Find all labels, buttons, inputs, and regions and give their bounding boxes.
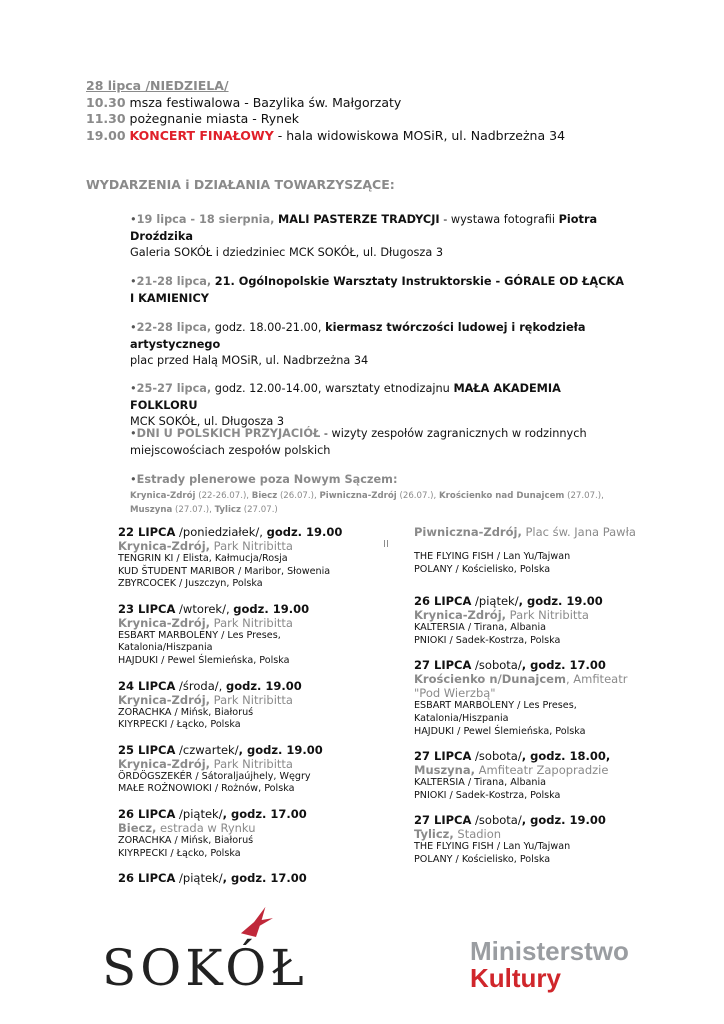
entry-performer: KALTERSIA / Tirana, Albania bbox=[414, 777, 547, 789]
entry-header bbox=[118, 871, 353, 885]
entry-weekday: /poniedziałek/, bbox=[175, 525, 267, 539]
bullet-icon: • bbox=[130, 427, 137, 440]
stage-place: Tylicz bbox=[214, 504, 241, 515]
stage-dates: (27.07.), bbox=[567, 490, 604, 501]
entry-performer: THE FLYING FISH / Lan Yu/Tajwan bbox=[414, 551, 571, 562]
entry-performer: KALTERSIA / Tirana, Albania bbox=[414, 622, 547, 634]
entry-performer: POLANY / Kościelisko, Polska bbox=[414, 853, 551, 865]
side-event-outdoor-stages bbox=[130, 472, 630, 517]
entry-location bbox=[414, 763, 649, 777]
entry-time: godz. 19.00 bbox=[225, 678, 302, 693]
item-time: 19.00 bbox=[86, 127, 126, 143]
entry-performer: KIYRPECKI / Łącko, Polska bbox=[118, 719, 241, 731]
entry-weekday: /czwartek/ bbox=[175, 742, 239, 757]
event-text: - wizyty zespołów zagranicznych w rodzinnych miejscowościach zespołów polskich bbox=[130, 427, 587, 457]
entry-location bbox=[118, 616, 353, 630]
schedule-entry bbox=[414, 749, 649, 802]
entry-date: 27 LIPCA bbox=[414, 658, 472, 673]
final-concert-label: KONCERT FINAŁOWY bbox=[129, 127, 274, 143]
entry-place: Biecz, bbox=[118, 820, 157, 835]
entry-date: 24 LIPCA bbox=[118, 678, 176, 693]
entry-place: Krynica-Zdrój, bbox=[118, 756, 211, 771]
stage-place: Biecz bbox=[251, 490, 278, 501]
entry-date: 23 LIPCA bbox=[118, 601, 176, 616]
final-day-item bbox=[86, 128, 565, 145]
final-day-item bbox=[86, 111, 565, 128]
event-place: MCK SOKÓŁ, ul. Długosza 3 bbox=[130, 415, 285, 428]
event-title: MAŁA AKADEMIA FOLKLORU bbox=[130, 382, 561, 412]
entry-venue: Amfiteatr Zapopradzie bbox=[474, 763, 609, 778]
entry-venue: Plac św. Jana Pawła bbox=[521, 525, 636, 539]
entry-location bbox=[414, 608, 649, 622]
entry-time: , godz. 18.00, bbox=[521, 749, 611, 764]
entry-performer: PNIOKI / Sadek-Kostrza, Polska bbox=[414, 634, 561, 646]
entry-header bbox=[118, 602, 353, 616]
entry-place: Krynica-Zdrój, bbox=[118, 692, 211, 707]
entry-date: 22 LIPCA bbox=[118, 525, 176, 539]
schedule-right-column bbox=[414, 525, 649, 878]
entry-time: , godz. 17.00 bbox=[222, 871, 307, 886]
entry-weekday: /sobota/ bbox=[471, 749, 522, 764]
schedule-entry bbox=[118, 871, 353, 885]
stage-dates: (27.07.), bbox=[175, 504, 212, 515]
entry-place: Piwniczna-Zdrój, bbox=[414, 525, 522, 539]
stage-place: Piwniczna-Zdrój bbox=[319, 490, 397, 501]
stage-place: Muszyna bbox=[130, 504, 173, 515]
entry-header bbox=[118, 679, 353, 693]
entry-venue: Park Nitribitta bbox=[506, 608, 589, 623]
entry-header bbox=[414, 813, 649, 827]
event-date: 21-28 lipca, bbox=[136, 275, 212, 288]
entry-performer: THE FLYING FISH / Lan Yu/Tajwan bbox=[414, 841, 571, 853]
entry-date: 27 LIPCA bbox=[414, 813, 472, 828]
entry-place: Krynica-Zdrój, bbox=[118, 539, 211, 553]
entry-header bbox=[118, 807, 353, 821]
entry-performer: ZORACHKA / Mińsk, Białoruś bbox=[118, 706, 254, 718]
entry-time: , godz. 17.00 bbox=[222, 806, 307, 821]
entry-performer: ESBART MARBOLENY / Les Preses, Katalonia/Hiszpania bbox=[118, 629, 281, 654]
entry-place: Tylicz, bbox=[414, 827, 454, 842]
entry-venue: Park Nitribitta bbox=[210, 756, 293, 771]
item-text: pożegnanie miasta - Rynek bbox=[129, 111, 300, 126]
entry-header bbox=[118, 525, 353, 539]
entry-location bbox=[118, 539, 353, 553]
side-events-heading: WYDARZENIA i DZIAŁANIA TOWARZYSZĄCE: bbox=[86, 177, 395, 192]
stage-dates: (26.07.), bbox=[279, 490, 317, 501]
event-title: 21. Ogólnopolskie Warsztaty Instruktorskie - GÓRALE OD ŁĄCKA I KAMIENICY bbox=[130, 275, 624, 305]
entry-location bbox=[414, 827, 649, 841]
stage-dates: (27.07.) bbox=[243, 504, 278, 515]
schedule-entry bbox=[118, 807, 353, 860]
entry-weekday: /sobota/ bbox=[471, 658, 522, 673]
event-text: godz. 12.00-14.00, warsztaty etnodizajnu bbox=[214, 382, 450, 395]
item-time: 10.30 bbox=[86, 94, 126, 110]
entry-performer: KUD ŠTUDENT MARIBOR / Maribor, Słowenia bbox=[118, 565, 331, 577]
stage-place: Krynica-Zdrój bbox=[130, 490, 196, 501]
entry-date: 26 LIPCA bbox=[414, 594, 472, 609]
entry-location bbox=[118, 821, 353, 835]
entry-weekday: /piątek/ bbox=[471, 594, 519, 609]
bullet-icon: • bbox=[130, 275, 137, 288]
final-day-item bbox=[86, 95, 565, 112]
entry-place: Krynica-Zdrój, bbox=[414, 608, 507, 623]
entry-date: 26 LIPCA bbox=[118, 871, 176, 886]
ministry-logo-line2: Kultury bbox=[470, 963, 561, 993]
entry-performer: HAJDUKI / Pewel Ślemieńska, Polska bbox=[414, 725, 586, 737]
entry-performer: ZBYRCOCEK / Juszczyn, Polska bbox=[118, 578, 263, 590]
ministry-logo-line1: Ministerstwo bbox=[470, 936, 629, 966]
item-text: msza festiwalowa - Bazylika św. Małgorzaty bbox=[129, 94, 402, 110]
event-place: Galeria SOKÓŁ i dziedziniec MCK SOKÓŁ, ul. Długosza 3 bbox=[130, 246, 444, 259]
entry-performer: ÖRDÖGSZEKÉR / Sátoraljaújhely, Węgry bbox=[118, 770, 311, 782]
event-title: kiermasz twórczości ludowej i rękodzieła artystycznego bbox=[130, 321, 586, 351]
entry-performer: MAŁE ROŻNOWIOKI / Rożnów, Polska bbox=[118, 783, 295, 795]
entry-weekday: /piątek/ bbox=[175, 806, 223, 821]
event-date: 22-28 lipca, bbox=[136, 321, 212, 334]
bird-icon bbox=[236, 905, 276, 937]
entry-time: godz. 19.00 bbox=[266, 525, 343, 539]
entry-weekday: /piątek/ bbox=[175, 871, 223, 886]
entry-weekday: /środa/, bbox=[175, 678, 226, 693]
entry-weekday: /wtorek/, bbox=[175, 601, 234, 616]
stage-dates: (26.07.), bbox=[399, 490, 437, 501]
schedule-entry bbox=[118, 602, 353, 668]
sokol-logo bbox=[102, 940, 402, 1000]
entry-header bbox=[414, 658, 649, 672]
schedule-entry bbox=[118, 743, 353, 796]
entry-location bbox=[118, 693, 353, 707]
schedule-entry-continuation bbox=[414, 525, 649, 576]
schedule-entry bbox=[414, 594, 649, 647]
entry-location bbox=[118, 757, 353, 771]
schedule-entry bbox=[414, 813, 649, 866]
schedule-entry bbox=[414, 658, 649, 738]
entry-performer: ZORACHKA / Mińsk, Białoruś bbox=[118, 834, 254, 846]
outdoor-stages-list bbox=[130, 489, 630, 517]
entry-venue: Park Nitribitta bbox=[210, 692, 293, 707]
entry-venue-end: II bbox=[383, 539, 389, 550]
entry-venue: Park Nitribitta bbox=[210, 615, 293, 630]
entry-time: , godz. 19.00 bbox=[518, 594, 603, 609]
event-text: - wystawa fotografii bbox=[443, 213, 556, 226]
event-date: 19 lipca - 18 sierpnia, bbox=[136, 213, 275, 226]
entry-date: 26 LIPCA bbox=[118, 806, 176, 821]
entry-venue: Stadion bbox=[453, 827, 502, 842]
side-event-friends bbox=[130, 426, 630, 459]
stage-place: Krościenko nad Dunajcem bbox=[439, 490, 565, 501]
entry-performer: POLANY / Kościelisko, Polska bbox=[414, 563, 551, 575]
bullet-icon: • bbox=[130, 213, 137, 226]
entry-place: Muszyna, bbox=[414, 763, 475, 778]
entry-venue: , Amfiteatr "Pod Wierzbą" bbox=[414, 672, 628, 701]
entry-location bbox=[414, 672, 649, 700]
side-event-workshops bbox=[130, 274, 630, 307]
entry-header bbox=[414, 749, 649, 763]
entry-date: 25 LIPCA bbox=[118, 742, 176, 757]
entry-performer: PNIOKI / Sadek-Kostrza, Polska bbox=[414, 789, 561, 801]
side-event-fair bbox=[130, 320, 630, 370]
schedule-entry bbox=[118, 679, 353, 732]
event-place: plac przed Halą MOSiR, ul. Nadbrzeżna 34 bbox=[130, 354, 369, 367]
event-title: DNI U POLSKICH PRZYJACIÓŁ bbox=[136, 427, 321, 440]
event-date: 25-27 lipca, bbox=[136, 382, 212, 395]
side-event-exhibition bbox=[130, 212, 630, 262]
entry-place: Krościenko n/Dunajcem bbox=[414, 672, 566, 687]
schedule-entry bbox=[118, 525, 353, 591]
bullet-icon: • bbox=[130, 382, 137, 395]
entry-place: Krynica-Zdrój, bbox=[118, 615, 211, 630]
item-time: 11.30 bbox=[86, 111, 126, 126]
entry-performer: KIYRPECKI / Łącko, Polska bbox=[118, 847, 241, 859]
event-title: Estrady plenerowe poza Nowym Sączem: bbox=[136, 473, 398, 486]
bullet-icon: • bbox=[130, 473, 137, 486]
event-author: Piotra Droździka bbox=[130, 213, 598, 243]
event-title: MALI PASTERZE TRADYCJI bbox=[278, 213, 440, 226]
entry-time: godz. 19.00 bbox=[233, 601, 310, 616]
entry-weekday: /sobota/ bbox=[471, 813, 522, 828]
entry-venue: estrada w Rynku bbox=[156, 820, 256, 835]
entry-performer: HAJDUKI / Pewel Ślemieńska, Polska bbox=[118, 654, 290, 666]
entry-date: 27 LIPCA bbox=[414, 749, 472, 764]
ministry-logo bbox=[470, 938, 670, 998]
entry-time: , godz. 19.00 bbox=[521, 813, 606, 828]
entry-header bbox=[414, 594, 649, 608]
side-event-academy bbox=[130, 381, 630, 431]
item-text: - hala widowiskowa MOSiR, ul. Nadbrzeżna 34 bbox=[277, 127, 566, 143]
bullet-icon: • bbox=[130, 321, 137, 334]
event-text: godz. 18.00-21.00, bbox=[214, 321, 322, 334]
stage-dates: (22-26.07.), bbox=[198, 490, 250, 501]
schedule-left-column bbox=[118, 525, 353, 896]
entry-time: , godz. 17.00 bbox=[521, 658, 606, 673]
entry-time: , godz. 19.00 bbox=[238, 742, 323, 757]
final-day-title: 28 lipca /NIEDZIELA/ bbox=[86, 78, 229, 93]
sokol-logo-text: SOKÓŁ bbox=[102, 939, 308, 997]
entry-venue: Park Nitribitta bbox=[210, 539, 293, 553]
final-day-block bbox=[86, 78, 565, 144]
entry-header bbox=[118, 743, 353, 757]
entry-performer: ESBART MARBOLENY / Les Preses, Katalonia/Hiszpania bbox=[414, 700, 577, 724]
entry-performer: TENGRIN KI / Elista, Kałmucja/Rosja bbox=[118, 553, 288, 564]
